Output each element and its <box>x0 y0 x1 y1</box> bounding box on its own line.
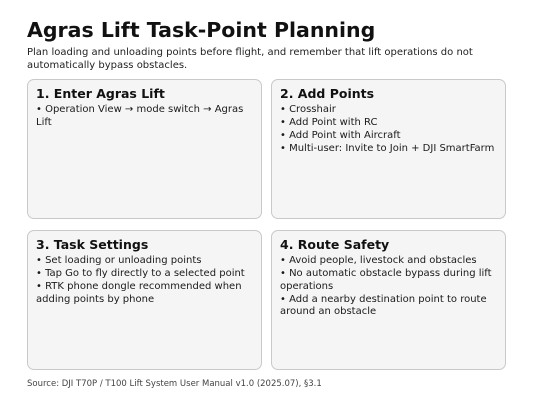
card-add-points <box>271 79 506 219</box>
card-route-safety <box>271 230 506 370</box>
card-title: 2. Add Points <box>280 86 375 101</box>
list-item: • Add a nearby destination point to route around an obstacle <box>280 294 498 319</box>
list-item: • Operation View → mode switch → Agras Lift <box>36 104 254 129</box>
card-title: 3. Task Settings <box>36 237 149 252</box>
card-title: 4. Route Safety <box>280 237 390 252</box>
list-item: • Tap Go to fly directly to a selected point <box>36 268 254 281</box>
card-title: 1. Enter Agras Lift <box>36 86 165 101</box>
list-item: • Multi-user: Invite to Join + DJI SmartFarm <box>280 143 498 156</box>
list-item: • Crosshair <box>280 104 498 117</box>
list-item: • Add Point with Aircraft <box>280 130 498 143</box>
card-task-settings <box>27 230 262 370</box>
list-item: • No automatic obstacle bypass during lift operations <box>280 268 498 293</box>
list-item: • Set loading or unloading points <box>36 255 254 268</box>
card-list <box>280 255 498 319</box>
page-subtitle: Plan loading and unloading points before flight, and remember that lift operations do not automatically bypass obstacles. <box>27 47 473 71</box>
card-list <box>280 104 498 156</box>
page-title: Agras Lift Task-Point Planning <box>27 18 376 42</box>
card-list <box>36 255 254 306</box>
card-enter-agras-lift <box>27 79 262 219</box>
list-item: • Add Point with RC <box>280 117 498 130</box>
card-list <box>36 104 254 129</box>
list-item: • Avoid people, livestock and obstacles <box>280 255 498 268</box>
list-item: • RTK phone dongle recommended when adding points by phone <box>36 281 254 306</box>
source-note: Source: DJI T70P / T100 Lift System User Manual v1.0 (2025.07), §3.1 <box>27 379 322 389</box>
